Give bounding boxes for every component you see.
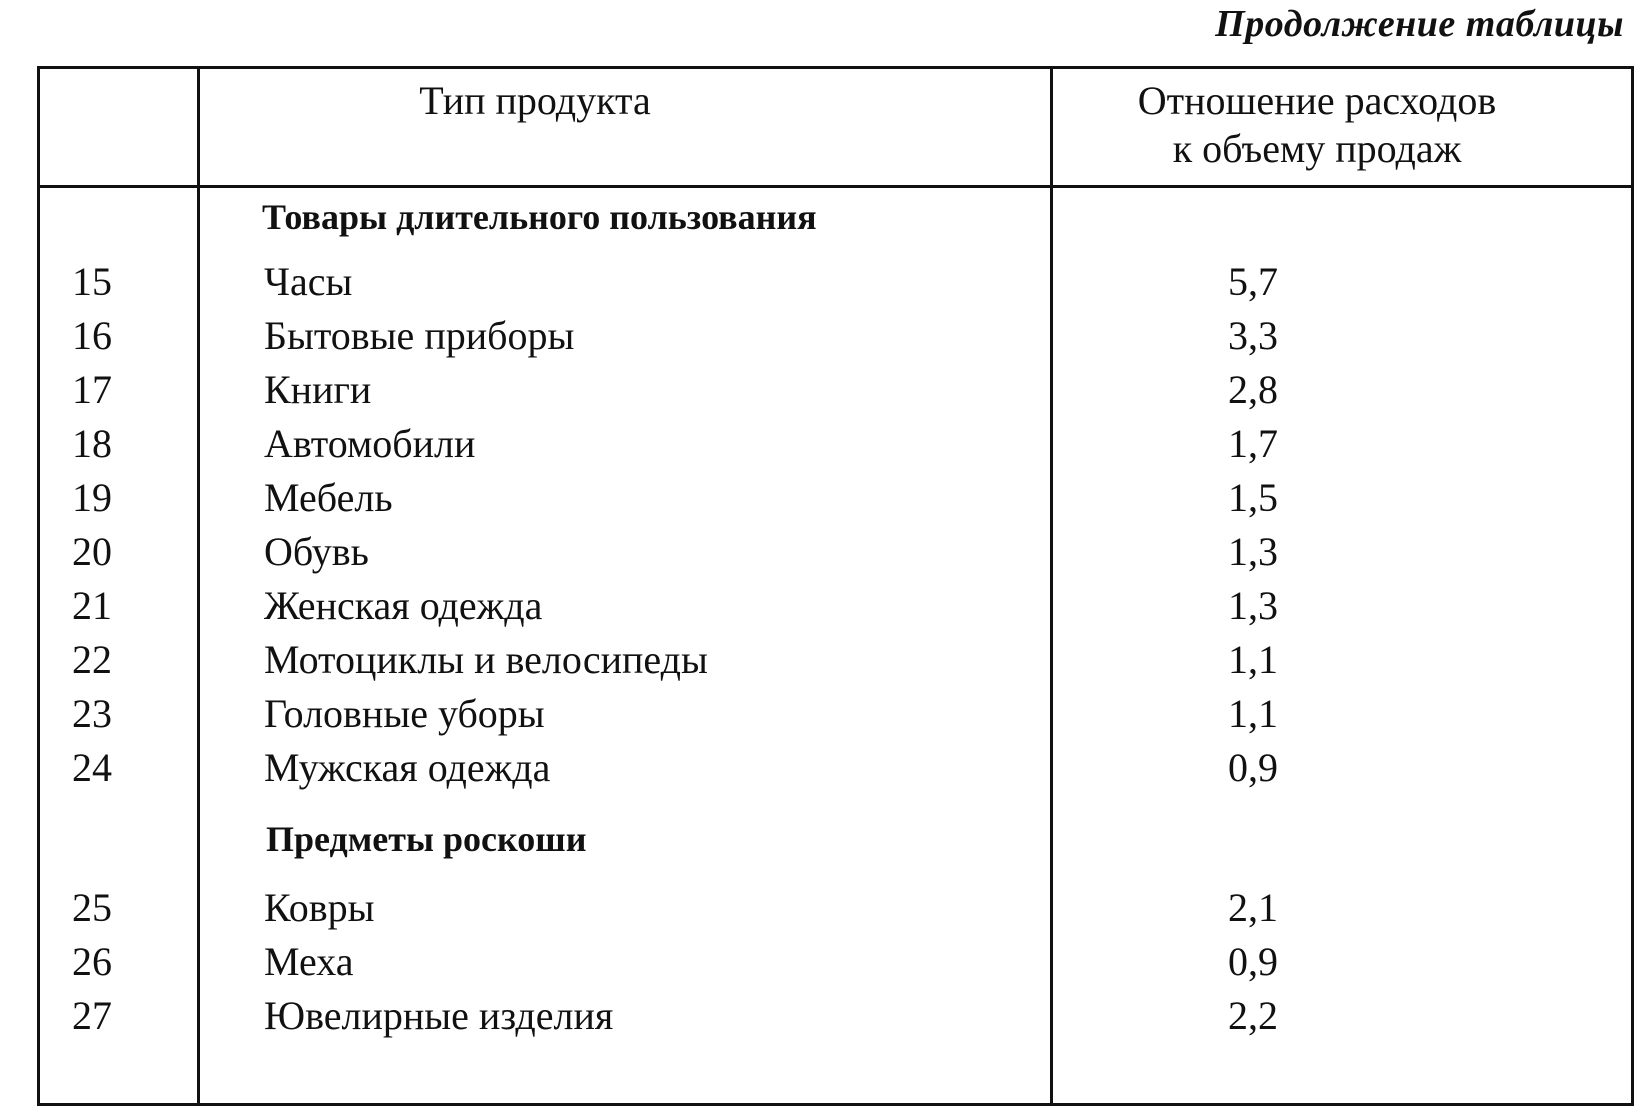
header-ratio-line2: к объему продаж	[1172, 126, 1462, 171]
row-product: Мебель	[264, 475, 393, 520]
row-product: Женская одежда	[264, 583, 543, 628]
section-title-durable-goods: Товары длительного пользования	[262, 197, 817, 237]
row-product: Головные уборы	[264, 691, 545, 736]
row-value: 2,8	[1228, 367, 1278, 412]
row-number: 16	[72, 313, 112, 358]
table-row	[40, 935, 1631, 989]
row-value: 1,1	[1228, 637, 1278, 682]
row-number: 18	[72, 421, 112, 466]
table-row	[40, 471, 1631, 525]
header-ratio-line1: Отношение расходов	[1137, 78, 1497, 123]
row-value: 0,9	[1228, 939, 1278, 984]
row-number: 24	[72, 745, 112, 790]
row-number: 17	[72, 367, 112, 412]
row-value: 1,3	[1228, 583, 1278, 628]
row-number: 15	[72, 259, 112, 304]
row-number: 21	[72, 583, 112, 628]
row-number: 23	[72, 691, 112, 736]
row-value: 1,7	[1228, 421, 1278, 466]
table-row	[40, 255, 1631, 309]
table-row	[40, 881, 1631, 935]
row-product: Меха	[264, 939, 354, 984]
row-product: Часы	[264, 259, 353, 304]
row-value: 2,2	[1228, 993, 1278, 1038]
table-row	[40, 687, 1631, 741]
row-value: 3,3	[1228, 313, 1278, 358]
table-row	[40, 633, 1631, 687]
table-row	[40, 579, 1631, 633]
row-product: Автомобили	[264, 421, 476, 466]
row-product: Ювелирные изделия	[264, 993, 614, 1038]
row-value: 1,3	[1228, 529, 1278, 574]
row-number: 26	[72, 939, 112, 984]
table-row	[40, 363, 1631, 417]
data-table	[37, 66, 1634, 1106]
header-ratio	[1053, 77, 1631, 173]
table-row	[40, 741, 1631, 795]
section-title-luxury-goods: Предметы роскоши	[266, 819, 587, 859]
row-value: 0,9	[1228, 745, 1278, 790]
table-row	[40, 417, 1631, 471]
table-continuation-caption: Продолжение таблицы	[1215, 3, 1624, 45]
row-product: Мотоциклы и велосипеды	[264, 637, 708, 682]
row-product: Ковры	[264, 885, 375, 930]
table-row	[40, 525, 1631, 579]
row-number: 25	[72, 885, 112, 930]
header-product-type: Тип продукта	[419, 78, 651, 123]
table-row	[40, 309, 1631, 363]
row-product: Книги	[264, 367, 372, 412]
row-number: 22	[72, 637, 112, 682]
row-product: Мужская одежда	[264, 745, 551, 790]
row-value: 1,5	[1228, 475, 1278, 520]
row-value: 2,1	[1228, 885, 1278, 930]
row-value: 1,1	[1228, 691, 1278, 736]
row-product: Бытовые приборы	[264, 313, 575, 358]
row-product: Обувь	[264, 529, 369, 574]
header-divider	[40, 185, 1631, 188]
table-row	[40, 989, 1631, 1043]
row-number: 20	[72, 529, 112, 574]
row-value: 5,7	[1228, 259, 1278, 304]
row-number: 27	[72, 993, 112, 1038]
row-number: 19	[72, 475, 112, 520]
